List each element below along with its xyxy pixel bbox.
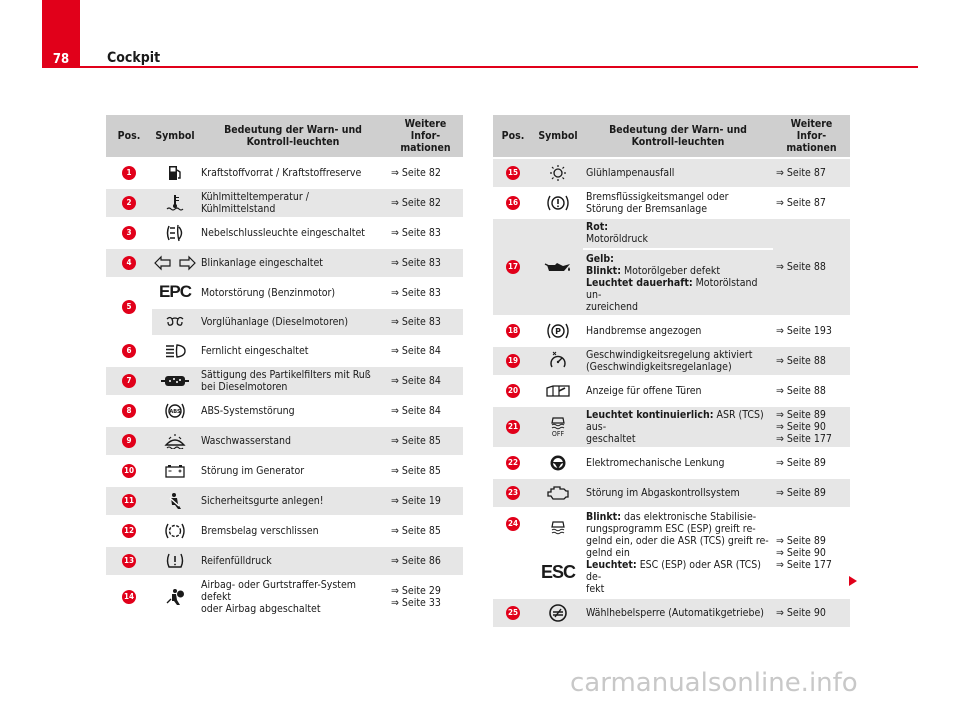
- page-reference-line: ⇒ Seite 33: [391, 597, 441, 609]
- position-badge: 4: [122, 256, 136, 270]
- battery-icon: [164, 464, 186, 478]
- steady-label: Leuchtet dauerhaft:: [586, 277, 693, 289]
- table-row: [493, 448, 850, 478]
- svg-text:ABS: ABS: [169, 409, 181, 415]
- washer-fluid-icon: [164, 433, 186, 449]
- position-badge: 25: [506, 606, 520, 620]
- high-beam-icon: [164, 344, 186, 358]
- position-badge: 17: [506, 260, 520, 274]
- tyre-pressure-icon: [164, 552, 186, 570]
- meaning-text: Wählhebelsperre (Automatikgetriebe): [583, 598, 773, 628]
- esc-skid-cell: [533, 510, 583, 548]
- page-reference: ⇒ Seite 89: [773, 448, 850, 478]
- meaning-line: rungsprogramm ESC (ESP) greift re-: [586, 523, 756, 535]
- bulb-failure-icon: [547, 164, 569, 182]
- meaning-text: Reifenfülldruck: [198, 546, 388, 576]
- position-badge: 18: [506, 324, 520, 338]
- warning-lights-table-left: [106, 115, 463, 619]
- position-badge: 14: [122, 590, 136, 604]
- gear-lock-icon: [548, 603, 568, 623]
- page-reference: [388, 576, 463, 618]
- page-reference: ⇒ Seite 85: [388, 456, 463, 486]
- position-badge: 23: [506, 486, 520, 500]
- meaning-line: bei Dieselmotoren: [201, 381, 288, 393]
- meaning-text: Kraftstoffvorrat / Kraftstoffreserve: [198, 158, 388, 188]
- meaning-text: Glühlampenausfall: [583, 158, 773, 188]
- meaning-line: geschaltet: [586, 433, 636, 445]
- meaning-line: Airbag- oder Gurtstraffer-System defekt: [201, 579, 356, 603]
- table-row: [106, 366, 463, 396]
- position-badge: 9: [122, 434, 136, 448]
- position-badge: 16: [506, 196, 520, 210]
- meaning-text: [583, 346, 773, 376]
- position-badge: 8: [122, 404, 136, 418]
- blink-text: Motorölgeber defekt: [623, 265, 721, 277]
- page-title: Cockpit: [107, 50, 161, 66]
- table-row: [493, 406, 850, 448]
- airbag-off-icon: [165, 587, 185, 607]
- meaning-line: gelnd ein, oder die ASR (TCS) greift re-: [586, 535, 769, 547]
- col-symbol: Symbol: [152, 115, 198, 158]
- handbrake-icon: [546, 322, 570, 340]
- meaning-text: [583, 508, 773, 598]
- position-badge: 19: [506, 354, 520, 368]
- engine-check-icon: [545, 485, 571, 501]
- page-reference: ⇒ Seite 83: [388, 248, 463, 278]
- position-badge: 5: [122, 300, 136, 314]
- position-badge: 21: [506, 420, 520, 434]
- page-reference: [773, 406, 850, 448]
- steady-text: Motorölstand un-: [586, 277, 758, 301]
- red-text: Motoröldruck: [586, 233, 648, 245]
- col-meaning: Bedeutung der Warn- und Kontroll-leuchten: [198, 115, 388, 158]
- meaning-text: [583, 406, 773, 448]
- position-badge: 13: [122, 554, 136, 568]
- meaning-line: oder Airbag abgeschaltet: [201, 603, 321, 615]
- col-meaning: Bedeutung der Warn- und Kontroll-leuchten: [583, 115, 773, 158]
- esc-skid-icon: [550, 520, 566, 536]
- col-pos: Pos.: [493, 115, 533, 158]
- particulate-filter-icon: [160, 375, 190, 387]
- col-symbol: Symbol: [533, 115, 583, 158]
- turn-signal-icon: [153, 255, 197, 271]
- page-reference: ⇒ Seite 84: [388, 336, 463, 366]
- brake-fluid-icon: [546, 194, 570, 212]
- table-row: [493, 598, 850, 628]
- meaning-text: Kühlmitteltemperatur / Kühlmittelstand: [198, 188, 388, 218]
- meaning-line: Geschwindigkeitsregelung aktiviert: [586, 349, 753, 361]
- table-row: [106, 336, 463, 366]
- door-open-icon: [545, 384, 571, 398]
- page-reference-line: ⇒ Seite 177: [776, 433, 832, 445]
- meaning-text: [198, 366, 388, 396]
- page-reference: ⇒ Seite 83: [388, 308, 463, 336]
- page-reference: ⇒ Seite 87: [773, 188, 850, 218]
- page-reference: ⇒ Seite 87: [773, 158, 850, 188]
- page-reference: ⇒ Seite 19: [388, 486, 463, 516]
- page-reference: ⇒ Seite 82: [388, 188, 463, 218]
- page-reference: ⇒ Seite 84: [388, 396, 463, 426]
- meaning-text: Blinkanlage eingeschaltet: [198, 248, 388, 278]
- meaning-text: Störung im Generator: [198, 456, 388, 486]
- meaning-line: ESC (ESP) oder ASR (TCS) de-: [586, 559, 761, 583]
- table-row: [106, 486, 463, 516]
- page-reference: ⇒ Seite 85: [388, 516, 463, 546]
- meaning-text: Handbremse angezogen: [583, 316, 773, 346]
- page-reference-line: ⇒ Seite 89: [776, 409, 826, 421]
- position-badge: 24: [506, 517, 520, 531]
- position-badge: 1: [122, 166, 136, 180]
- table-row: [106, 426, 463, 456]
- meaning-text: Bremsbelag verschlissen: [198, 516, 388, 546]
- meaning-text: Motorstörung (Benzinmotor): [198, 278, 388, 308]
- oil-can-icon: [543, 260, 573, 274]
- table-row: [106, 218, 463, 248]
- meaning-text: Vorglühanlage (Dieselmotoren): [198, 308, 388, 336]
- meaning-text: Störung im Abgaskontrollsystem: [583, 478, 773, 508]
- meaning-line: Sättigung des Partikelfilters mit Ruß: [201, 369, 371, 381]
- abs-icon: [164, 402, 186, 420]
- meaning-text: [583, 218, 773, 316]
- page-reference: ⇒ Seite 83: [388, 278, 463, 308]
- header-rule: [80, 66, 918, 68]
- meaning-text: Anzeige für offene Türen: [583, 376, 773, 406]
- meaning-line: Bremsflüssigkeitsmangel oder: [586, 191, 729, 203]
- position-badge: 10: [122, 464, 136, 478]
- red-label: Rot:: [586, 221, 609, 233]
- page-reference: ⇒ Seite 88: [773, 376, 850, 406]
- position-badge: 12: [122, 524, 136, 538]
- warning-lights-table-right: [493, 115, 850, 629]
- meaning-text: Nebelschlussleuchte eingeschaltet: [198, 218, 388, 248]
- table-row: [106, 576, 463, 618]
- table-row: [106, 278, 463, 308]
- epc-icon: EPC: [159, 282, 191, 301]
- position-badge: 6: [122, 344, 136, 358]
- table-row: [106, 188, 463, 218]
- meaning-line: (Geschwindigkeitsregelanlage): [586, 361, 732, 373]
- page-reference: ⇒ Seite 88: [773, 218, 850, 316]
- page-number: 78: [52, 52, 70, 67]
- meaning-text: Elektromechanische Lenkung: [583, 448, 773, 478]
- steady-text-cont: zureichend: [586, 301, 639, 313]
- off-label: OFF: [551, 430, 565, 438]
- yellow-label: Gelb:: [586, 253, 614, 265]
- seatbelt-icon: [167, 492, 183, 510]
- meaning-text: Waschwasserstand: [198, 426, 388, 456]
- table-row: [493, 158, 850, 188]
- position-badge: 7: [122, 374, 136, 388]
- page-reference: ⇒ Seite 193: [773, 316, 850, 346]
- table-header-row: [106, 115, 463, 158]
- table-row: [493, 218, 850, 316]
- coolant-temperature-icon: [165, 194, 185, 212]
- meaning-text: Sicherheitsgurte anlegen!: [198, 486, 388, 516]
- rear-fog-light-icon: [165, 224, 185, 242]
- esc-cell: [533, 548, 583, 596]
- position-badge: 3: [122, 226, 136, 240]
- meaning-text: [198, 576, 388, 618]
- watermark: carmanualsonline.info: [570, 668, 858, 698]
- meaning-line: Störung der Bremsanlage: [586, 203, 708, 215]
- continuous-label: Leuchtet kontinuierlich:: [586, 409, 714, 421]
- table-row: [106, 396, 463, 426]
- meaning-line: ASR (TCS) aus-: [586, 409, 764, 433]
- table-row: [493, 346, 850, 376]
- meaning-line: gelnd ein: [586, 547, 630, 559]
- col-more: Weitere Infor-mationen: [388, 115, 463, 158]
- position-badge: 11: [122, 494, 136, 508]
- svg-text:P: P: [555, 327, 561, 336]
- cruise-control-icon: [547, 351, 569, 371]
- esc-icon: ESC: [540, 562, 575, 582]
- position-badge: 15: [506, 166, 520, 180]
- meaning-text: [583, 188, 773, 218]
- table-row: [106, 456, 463, 486]
- page-reference: ⇒ Seite 88: [773, 346, 850, 376]
- page-reference-line: ⇒ Seite 177: [776, 559, 832, 571]
- table-row: [106, 158, 463, 188]
- lit-label: Leuchtet:: [586, 559, 637, 571]
- meaning-text: Fernlicht eingeschaltet: [198, 336, 388, 366]
- meaning-text: ABS-Systemstörung: [198, 396, 388, 426]
- page-reference-line: ⇒ Seite 90: [776, 421, 826, 433]
- page-reference-line: ⇒ Seite 89: [776, 535, 826, 547]
- table-row: [493, 508, 850, 598]
- table-row: [493, 478, 850, 508]
- glow-plug-icon: [165, 316, 185, 328]
- page-reference: ⇒ Seite 82: [388, 158, 463, 188]
- table-row: [493, 188, 850, 218]
- table-row: [493, 316, 850, 346]
- page-reference: ⇒ Seite 89: [773, 478, 850, 508]
- table-row: [106, 516, 463, 546]
- brake-pad-icon: [164, 522, 186, 540]
- position-badge: 2: [122, 196, 136, 210]
- position-badge: 22: [506, 456, 520, 470]
- col-pos: Pos.: [106, 115, 152, 158]
- page-reference: ⇒ Seite 84: [388, 366, 463, 396]
- asr-off-icon: [550, 416, 566, 430]
- page-reference: ⇒ Seite 90: [773, 598, 850, 628]
- page-reference-line: ⇒ Seite 29: [391, 585, 441, 597]
- table-row: [106, 546, 463, 576]
- blink-label: Blinkt:: [586, 511, 621, 523]
- page-reference: ⇒ Seite 83: [388, 218, 463, 248]
- table-header-row: [493, 115, 850, 158]
- page-reference: ⇒ Seite 85: [388, 426, 463, 456]
- meaning-line: fekt: [586, 583, 605, 595]
- table-row: [493, 376, 850, 406]
- col-more: Weitere Infor-mationen: [773, 115, 850, 158]
- continue-arrow-icon: [849, 576, 857, 586]
- blink-label: Blinkt:: [586, 265, 621, 277]
- page-reference: ⇒ Seite 86: [388, 546, 463, 576]
- page-reference-line: ⇒ Seite 90: [776, 547, 826, 559]
- table-row: [106, 248, 463, 278]
- position-badge: 20: [506, 384, 520, 398]
- fuel-pump-icon: [167, 164, 183, 182]
- oil-yellow-block: [583, 250, 773, 315]
- page-reference: [773, 508, 850, 598]
- oil-red-block: [583, 219, 773, 250]
- steering-icon: [548, 454, 568, 472]
- table-row: [106, 308, 463, 336]
- meaning-line: das elektronische Stabilisie-: [623, 511, 757, 523]
